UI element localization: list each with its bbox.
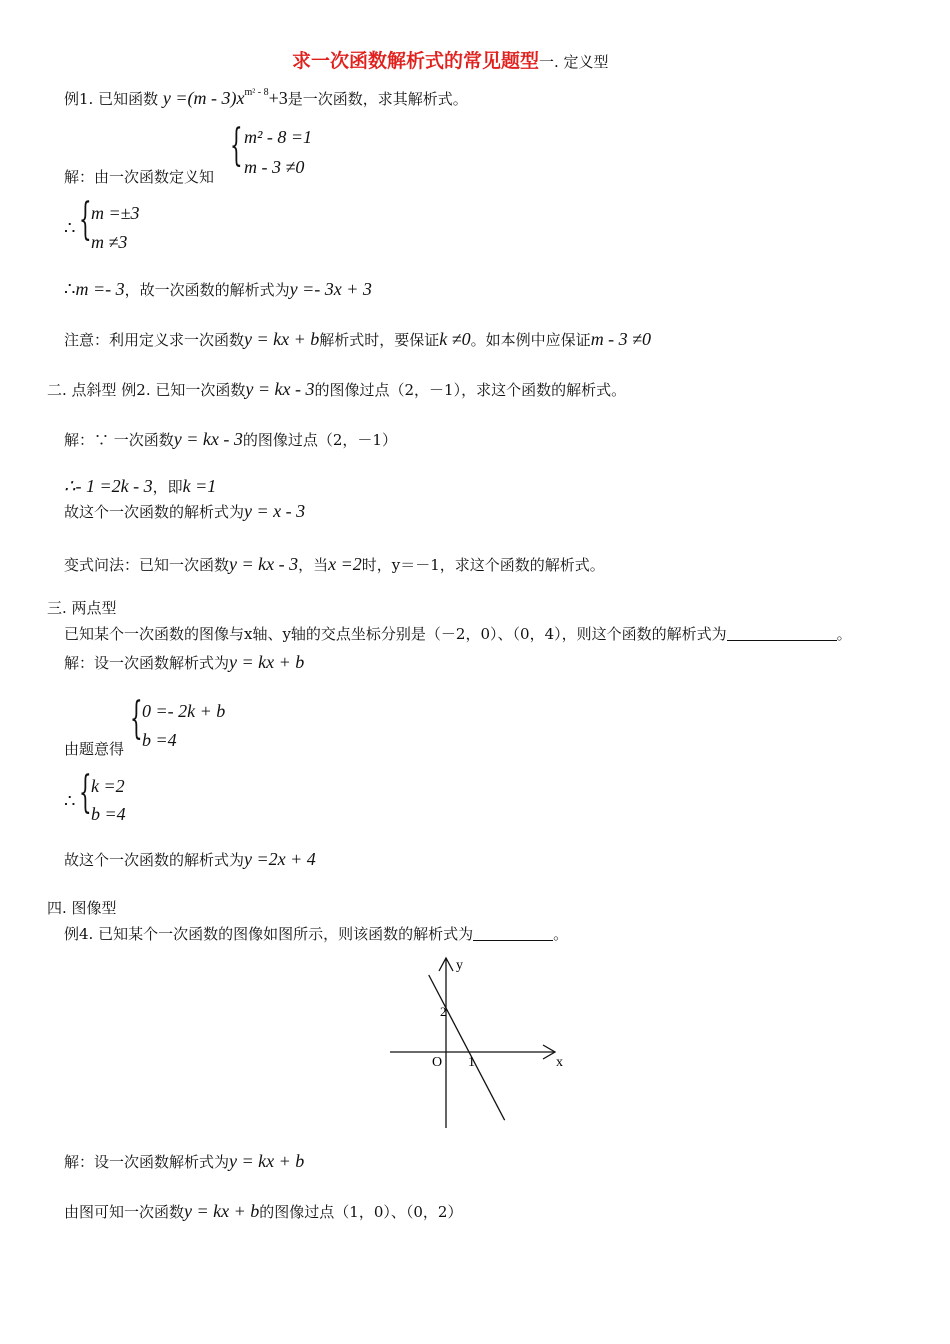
origin-label: O — [432, 1055, 443, 1070]
section-4-heading: 四. 图像型 — [47, 899, 117, 917]
page-title: 求一次函数解析式的常见题型 — [292, 50, 540, 72]
example-1-question: 是一次函数，求其解析式。 — [287, 90, 468, 108]
section-4-problem: 例4. 已知某个一次函数的图像如图所示，则该函数的解析式为 。 — [64, 925, 569, 943]
example-1-note: 注意：利用定义求一次函数y = kx + b解析式时，要保证k ≠0。如本例中应保证m - 3 ≠0 — [64, 329, 652, 349]
section-2-problem: 二. 点斜型 例2. 已知一次函数y = kx - 3的图像过点（2，－1），求这个函数的解析式。 — [47, 379, 627, 399]
result-1-line-2: m ≠3 — [91, 232, 128, 252]
result-3-line-2: b =4 — [91, 804, 126, 824]
answer-blank — [473, 926, 553, 941]
system-1-line-1: m² - 8 =1 — [244, 127, 313, 147]
answer-blank — [727, 626, 837, 641]
y-tick-label: 2 — [440, 1004, 447, 1019]
system-brace: { — [79, 194, 92, 245]
section-2-step-1: ∴- 1 =2k - 3，即k =1 — [64, 476, 217, 496]
therefore-symbol: ∴ — [64, 218, 76, 238]
section-2-variant: 变式问法：已知一次函数y = kx - 3，当x =2时，y＝－1，求这个函数的解析式。 — [64, 554, 605, 574]
section-4-from-graph: 由图可知一次函数y = kx + b的图像过点（1，0）、（0，2） — [64, 1201, 463, 1221]
example-1-solve-label: 解：由一次函数定义知 — [64, 168, 215, 186]
system-1-line-2: m - 3 ≠0 — [244, 157, 305, 177]
function-line — [429, 975, 505, 1120]
example-1-formula: $y =(m - 3)x^{m^2 - 8}+3$ — [162, 87, 288, 108]
section-3-final: 故这个一次函数的解析式为y =2x + 4 — [64, 849, 316, 869]
example-1-exponent: m² - 8 — [244, 87, 269, 98]
system-brace: { — [130, 693, 143, 744]
section-3-given: 由题意得 — [64, 740, 125, 758]
result-1-line-1: m =±3 — [91, 203, 140, 223]
section-2-solution: 解：∵ 一次函数y = kx - 3的图像过点（2，－1） — [64, 429, 397, 449]
section-3-heading: 三. 两点型 — [47, 599, 117, 617]
y-axis-label: y — [456, 958, 463, 973]
example-1-line — [64, 88, 468, 107]
therefore-symbol: ∴ — [64, 791, 76, 811]
example-1-label: 例1. 已知函数 — [64, 90, 159, 108]
system-3-line-2: b =4 — [142, 730, 177, 750]
section-3-solution: 解：设一次函数解析式为y = kx + b — [64, 652, 305, 672]
result-3-line-1: k =2 — [91, 776, 125, 796]
page-title-line — [292, 52, 609, 71]
x-axis-label: x — [556, 1055, 563, 1070]
system-brace: { — [230, 120, 243, 171]
x-tick-label: 1 — [468, 1055, 475, 1070]
section-2-step-2: 故这个一次函数的解析式为y = x - 3 — [64, 501, 306, 521]
system-3-line-1: 0 =- 2k + b — [142, 701, 226, 721]
section-3-problem: 已知某个一次函数的图像与x轴、y轴的交点坐标分别是（－2，0）、（0，4），则这个函数的解析式为 。 — [64, 625, 852, 643]
section-4-solution: 解：设一次函数解析式为y = kx + b — [64, 1151, 305, 1171]
example-1-conclusion: ∴m =- 3，故一次函数的解析式为y =- 3x + 3 — [64, 279, 372, 299]
function-graph — [385, 950, 575, 1140]
system-brace: { — [79, 767, 92, 818]
section-1-heading: 一. 定义型 — [539, 53, 609, 71]
